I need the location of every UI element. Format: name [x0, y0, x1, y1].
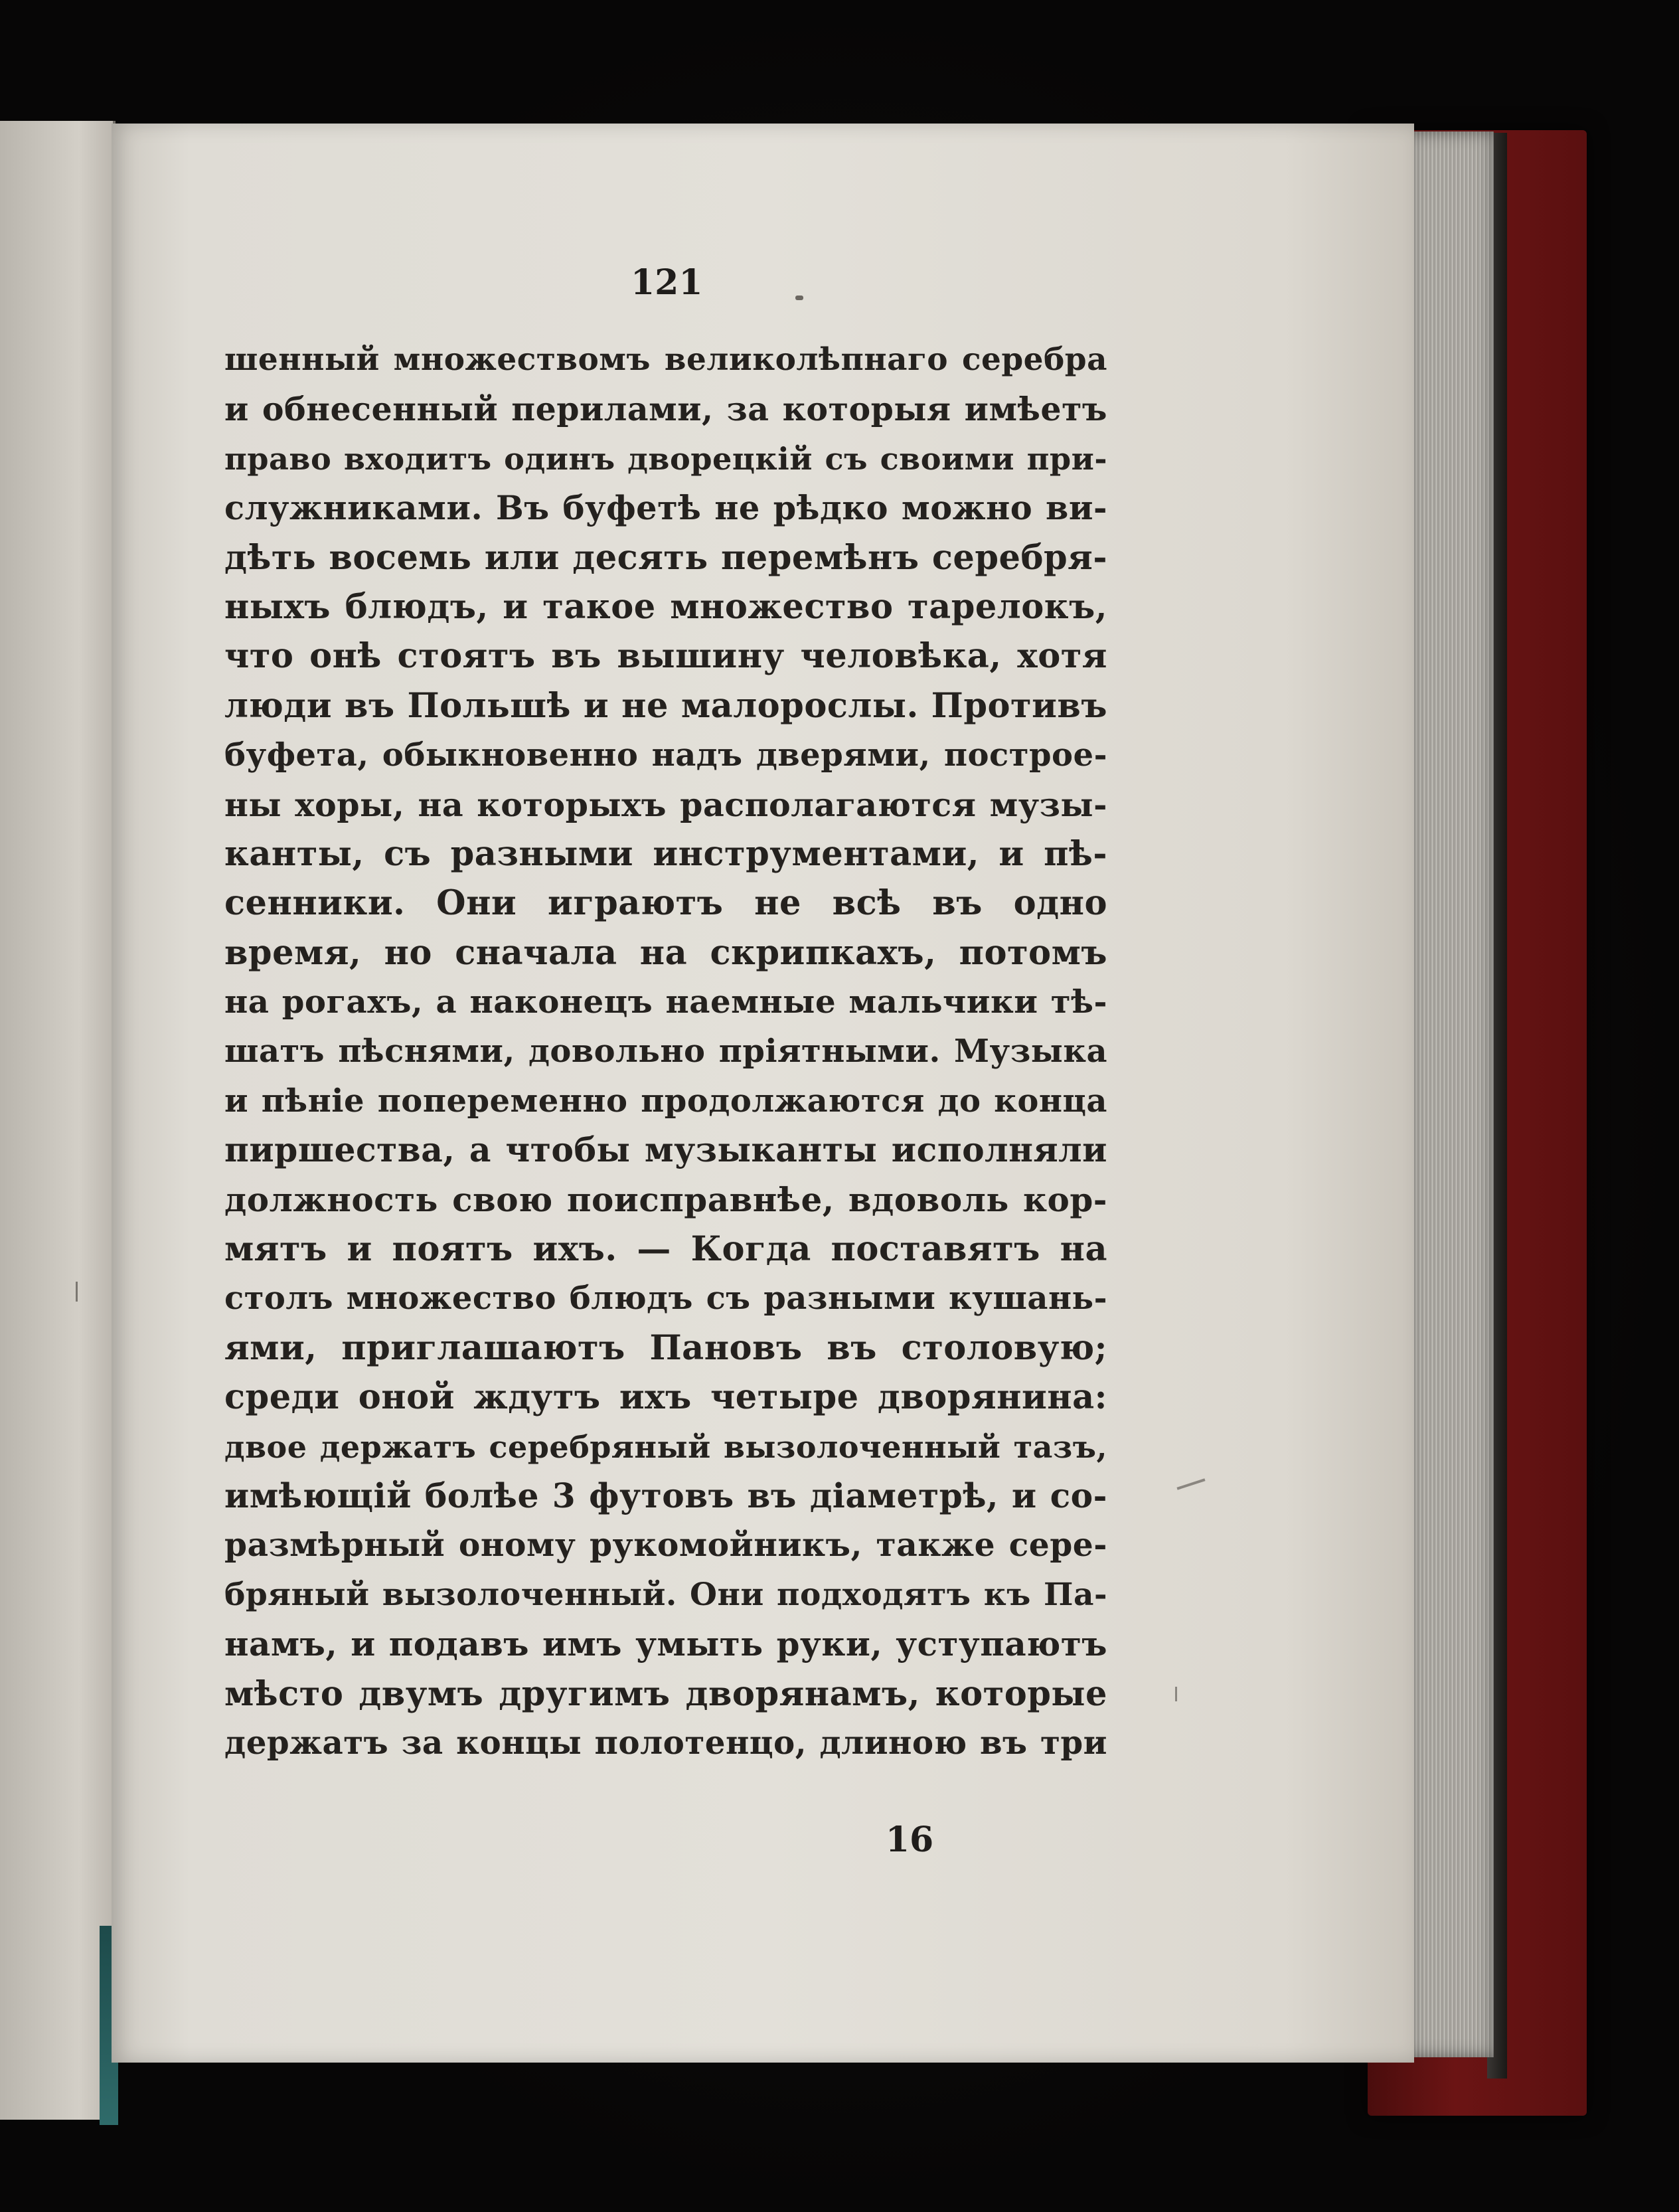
- page-text: [224, 335, 1107, 1768]
- text-line: пиршества, а чтобы музыканты исполняли: [224, 1130, 1107, 1170]
- text-line: что онѣ стоятъ въ вышину человѣка, хотя: [224, 636, 1107, 677]
- text-line: шенный множествомъ великолѣпнаго серебра: [224, 341, 1107, 378]
- text-line: имѣющій болѣе 3 футовъ въ діаметрѣ, и со-: [224, 1476, 1107, 1515]
- text-line: двое держатъ серебряный вызолоченный тазъ,: [224, 1428, 1107, 1465]
- text-line: на рогахъ, а наконецъ наемные мальчики тѣ-: [224, 983, 1107, 1021]
- text-line: и пѣніе попеременно продолжаются до конца: [224, 1082, 1107, 1120]
- text-line: буфета, обыкновенно надъ дверями, построе-: [224, 736, 1107, 774]
- signature-mark: 16: [885, 1820, 934, 1860]
- text-line: шатъ пѣснями, довольно пріятными. Музыка: [224, 1033, 1107, 1070]
- text-line: ныхъ блюдъ, и такое множество тарелокъ,: [224, 586, 1107, 627]
- page-block-edges: [1407, 131, 1494, 2057]
- text-line: время, но сначала на скрипкахъ, потомъ: [224, 932, 1107, 973]
- text-line: бряный вызолоченный. Они подходятъ къ Па-: [224, 1576, 1107, 1613]
- text-line: мятъ и поятъ ихъ. — Когда поставятъ на: [224, 1229, 1107, 1270]
- text-line: люди въ Польшѣ и не малорослы. Противъ: [224, 685, 1107, 726]
- text-line: мѣсто двумъ другимъ дворянамъ, которые: [224, 1673, 1107, 1714]
- text-line: служниками. Въ буфетѣ не рѣдко можно ви-: [224, 489, 1107, 528]
- text-line: держатъ за концы полотенцо, длиною въ три: [224, 1724, 1107, 1762]
- left-facing-page: [0, 121, 116, 2120]
- text-line: дѣть восемь или десять перемѣнъ серебря-: [224, 537, 1107, 578]
- text-line: сенники. Они играютъ не всѣ въ одно: [224, 883, 1107, 924]
- text-line: должность свою поисправнѣе, вдоволь кор-: [224, 1179, 1107, 1219]
- text-line: столъ множество блюдъ съ разными кушань-: [224, 1280, 1107, 1318]
- paper-speck: [795, 296, 803, 300]
- text-line: намъ, и подавъ имъ умыть руки, уступаютъ: [224, 1624, 1107, 1664]
- text-line: размѣрный оному рукомойникъ, также сере-: [224, 1526, 1107, 1565]
- paper-mark: [76, 1282, 78, 1302]
- text-line: канты, съ разными инструментами, и пѣ-: [224, 833, 1107, 874]
- text-line: ны хоры, на которыхъ располагаются музы-: [224, 785, 1107, 824]
- text-line: среди оной ждутъ ихъ четыре дворянина:: [224, 1377, 1107, 1418]
- text-line: и обнесенный перилами, за которыя имѣетъ: [224, 390, 1107, 429]
- text-line: право входитъ одинъ дворецкій съ своими при-: [224, 440, 1107, 477]
- text-line: ями, приглашаютъ Пановъ въ столовую;: [224, 1327, 1107, 1368]
- page-number: 121: [631, 262, 703, 303]
- paper-mark: [1175, 1687, 1177, 1701]
